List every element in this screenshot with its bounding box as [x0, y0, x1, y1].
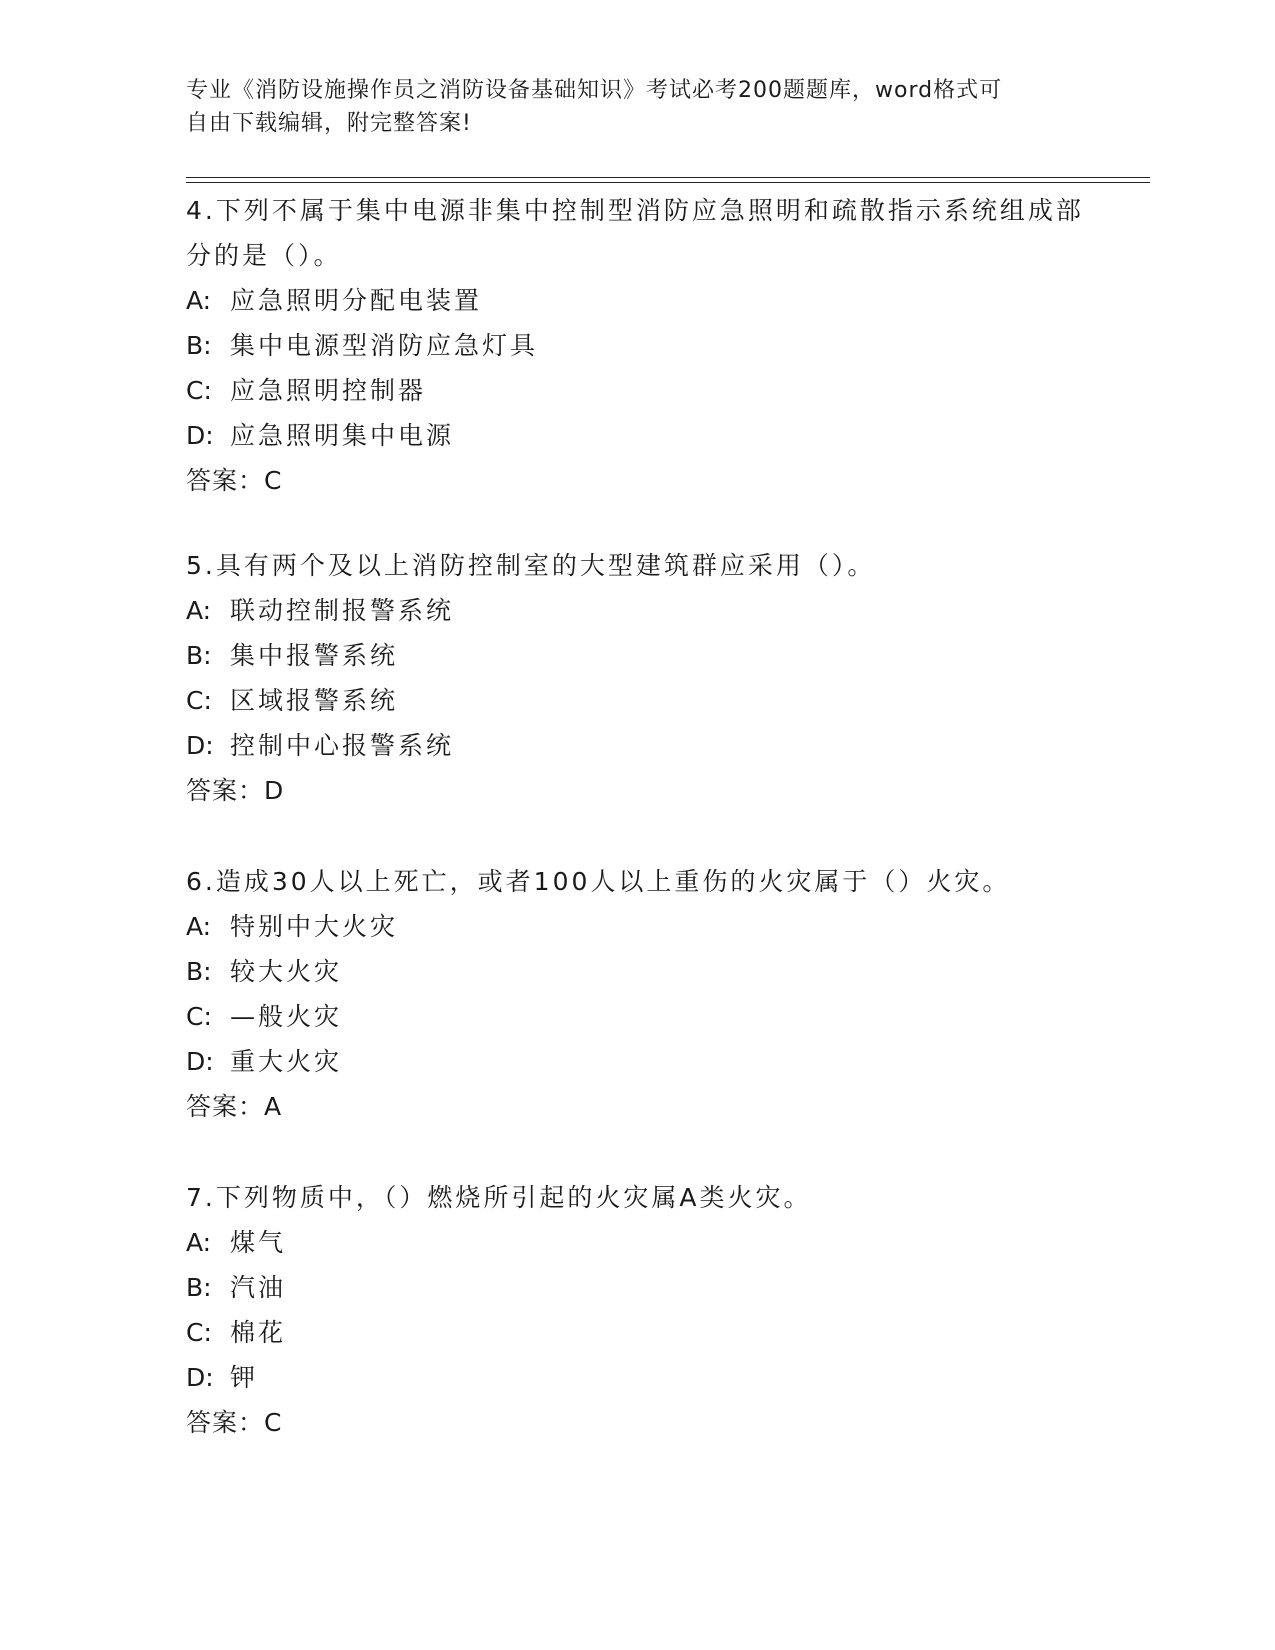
option-text: 集中电源型消防应急灯具	[230, 331, 539, 360]
question-7	[186, 1175, 1086, 1445]
answer-label: 答案：	[186, 466, 265, 495]
option-text: 重大火灾	[230, 1047, 343, 1076]
option-a	[186, 1220, 1086, 1265]
answer-value: D	[264, 776, 284, 805]
option-a	[186, 278, 1086, 323]
option-d	[186, 723, 1086, 768]
option-text: 汽油	[230, 1273, 287, 1302]
option-text: 应急照明集中电源	[230, 421, 455, 450]
option-letter: A:	[186, 1228, 212, 1257]
option-c	[186, 368, 1086, 413]
option-letter: B:	[186, 1273, 212, 1302]
option-text: 应急照明控制器	[230, 376, 427, 405]
option-c	[186, 678, 1086, 723]
answer-value: A	[264, 1092, 282, 1121]
answer-line	[186, 1400, 1086, 1445]
answer-label: 答案：	[186, 1092, 265, 1121]
header-divider-top	[186, 177, 1150, 178]
question-stem: 6.造成30人以上死亡，或者100人以上重伤的火灾属于（）火灾。	[186, 867, 1011, 896]
answer-line	[186, 1084, 1086, 1129]
option-letter: B:	[186, 331, 212, 360]
answer-line	[186, 458, 1086, 503]
option-c	[186, 994, 1086, 1039]
option-letter: A:	[186, 912, 212, 941]
option-text: 集中报警系统	[230, 641, 399, 670]
question-4	[186, 188, 1086, 503]
option-text: 钾	[230, 1363, 259, 1392]
option-letter: A:	[186, 286, 212, 315]
question-stem: 7.下列物质中，（）燃烧所引起的火灾属A类火灾。	[186, 1183, 812, 1212]
option-text: 棉花	[230, 1318, 287, 1347]
option-letter: D:	[186, 1363, 214, 1392]
option-letter: C:	[186, 1318, 212, 1347]
option-letter: C:	[186, 1002, 212, 1031]
header-intro-line-1: 专业《消防设施操作员之消防设备基础知识》考试必考200题题库，word格式可	[186, 78, 1003, 103]
option-a	[186, 904, 1086, 949]
option-letter: B:	[186, 641, 212, 670]
option-letter: D:	[186, 731, 214, 760]
option-d	[186, 413, 1086, 458]
question-stem: 4.下列不属于集中电源非集中控制型消防应急照明和疏散指示系统组成部分的是（）。	[186, 196, 1084, 270]
answer-label: 答案：	[186, 776, 265, 805]
option-letter: D:	[186, 1047, 214, 1076]
option-b	[186, 633, 1086, 678]
option-letter: A:	[186, 596, 212, 625]
option-letter: B:	[186, 957, 212, 986]
option-text: —般火灾	[230, 1002, 343, 1031]
option-letter: C:	[186, 686, 212, 715]
question-6	[186, 859, 1086, 1129]
document-header	[186, 74, 1066, 140]
answer-line	[186, 768, 1086, 813]
answer-value: C	[264, 466, 282, 495]
option-d	[186, 1355, 1086, 1400]
option-text: 联动控制报警系统	[230, 596, 455, 625]
option-text: 区域报警系统	[230, 686, 399, 715]
option-letter: C:	[186, 376, 212, 405]
option-text: 应急照明分配电装置	[230, 286, 483, 315]
option-b	[186, 323, 1086, 368]
option-text: 较大火灾	[230, 957, 343, 986]
question-stem: 5.具有两个及以上消防控制室的大型建筑群应采用（）。	[186, 551, 876, 580]
option-text: 煤气	[230, 1228, 287, 1257]
option-d	[186, 1039, 1086, 1084]
option-letter: D:	[186, 421, 214, 450]
option-b	[186, 1265, 1086, 1310]
header-divider-bottom	[186, 182, 1150, 183]
option-text: 控制中心报警系统	[230, 731, 455, 760]
question-5	[186, 543, 1086, 813]
option-b	[186, 949, 1086, 994]
header-intro-line-2: 自由下载编辑，附完整答案!	[186, 111, 472, 136]
option-a	[186, 588, 1086, 633]
answer-value: C	[264, 1408, 282, 1437]
answer-label: 答案：	[186, 1408, 265, 1437]
option-text: 特别中大火灾	[230, 912, 399, 941]
option-c	[186, 1310, 1086, 1355]
